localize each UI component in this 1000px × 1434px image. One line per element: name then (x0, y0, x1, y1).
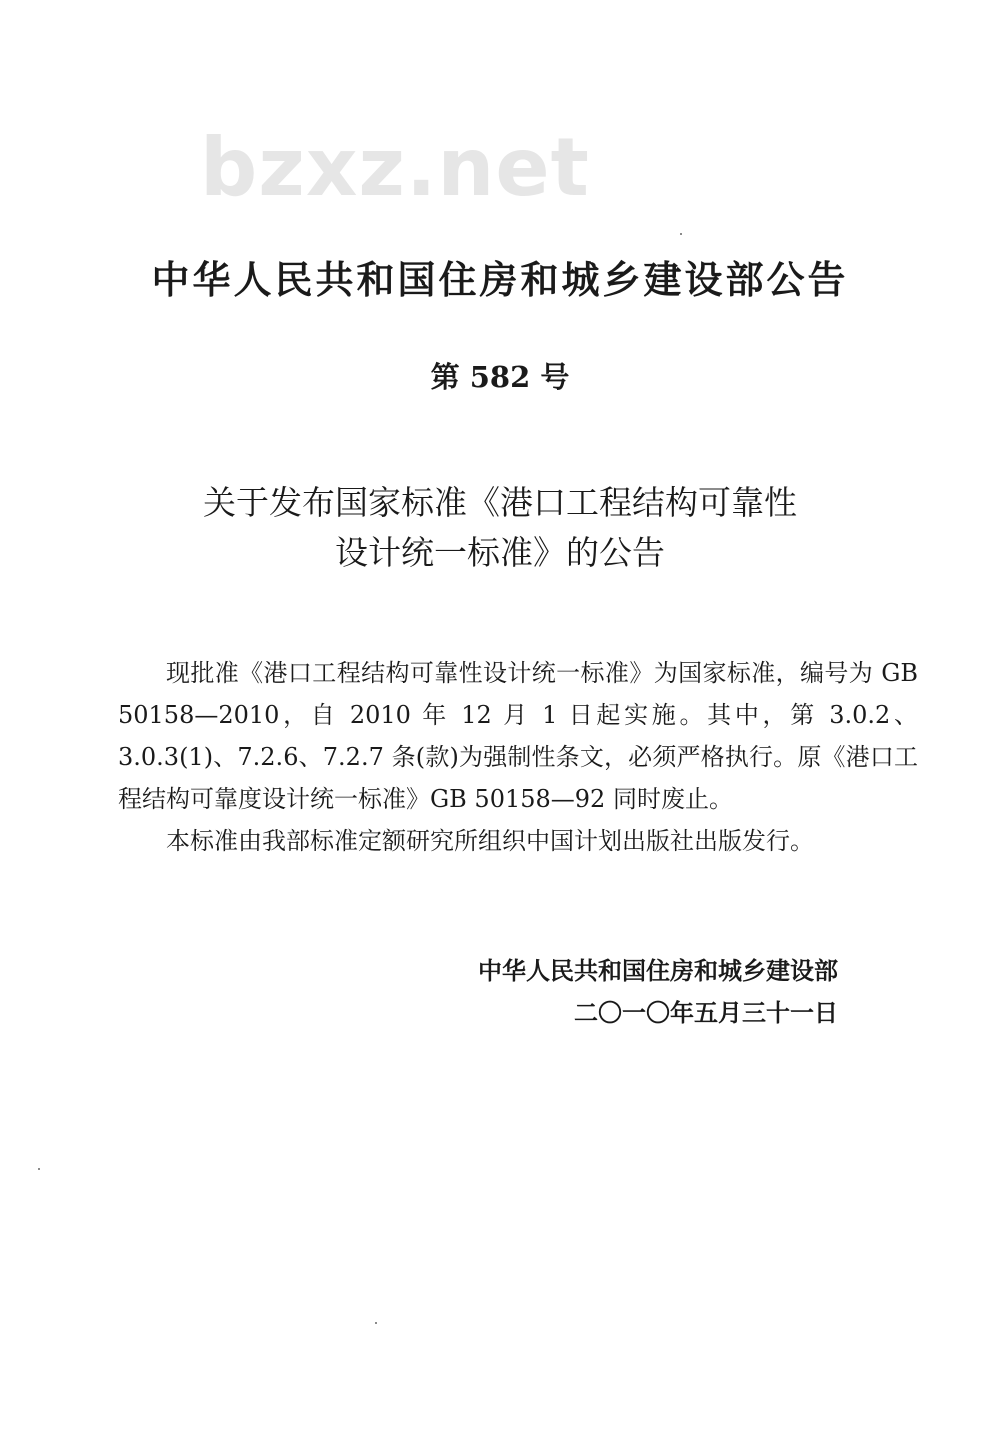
notice-subject-line-1: 关于发布国家标准《港口工程结构可靠性 (203, 483, 797, 522)
agency-title: 中华人民共和国住房和城乡建设部公告 (151, 258, 849, 302)
body-paragraph-1: 现批准《港口工程结构可靠性设计统一标准》为国家标准，编号为 GB 50158—2010，自 2010 年 12 月 1 日起实施。其中，第 3.0.2、3.0.3(1)、7.2.6、7.2.7 条(款)为强制性条文，必须严格执行。原《港口工程结构可靠度设计统一标准》GB 50158—92 同时废止。 (118, 659, 918, 813)
signature-agency: 中华人民共和国住房和城乡建设部 (478, 957, 838, 985)
notice-body (118, 652, 918, 862)
signature-block (478, 950, 838, 1034)
notice-subject (0, 478, 1000, 578)
scan-speck (38, 1168, 40, 1170)
signature-date: 二〇一〇年五月三十一日 (574, 999, 838, 1027)
scan-speck (680, 233, 682, 235)
scan-speck (375, 1322, 377, 1324)
watermark: bzxz.net (200, 121, 590, 214)
notice-subject-line-2: 设计统一标准》的公告 (335, 533, 665, 572)
notice-number: 第 582 号 (430, 360, 570, 394)
body-paragraph-2: 本标准由我部标准定额研究所组织中国计划出版社出版发行。 (166, 827, 814, 855)
